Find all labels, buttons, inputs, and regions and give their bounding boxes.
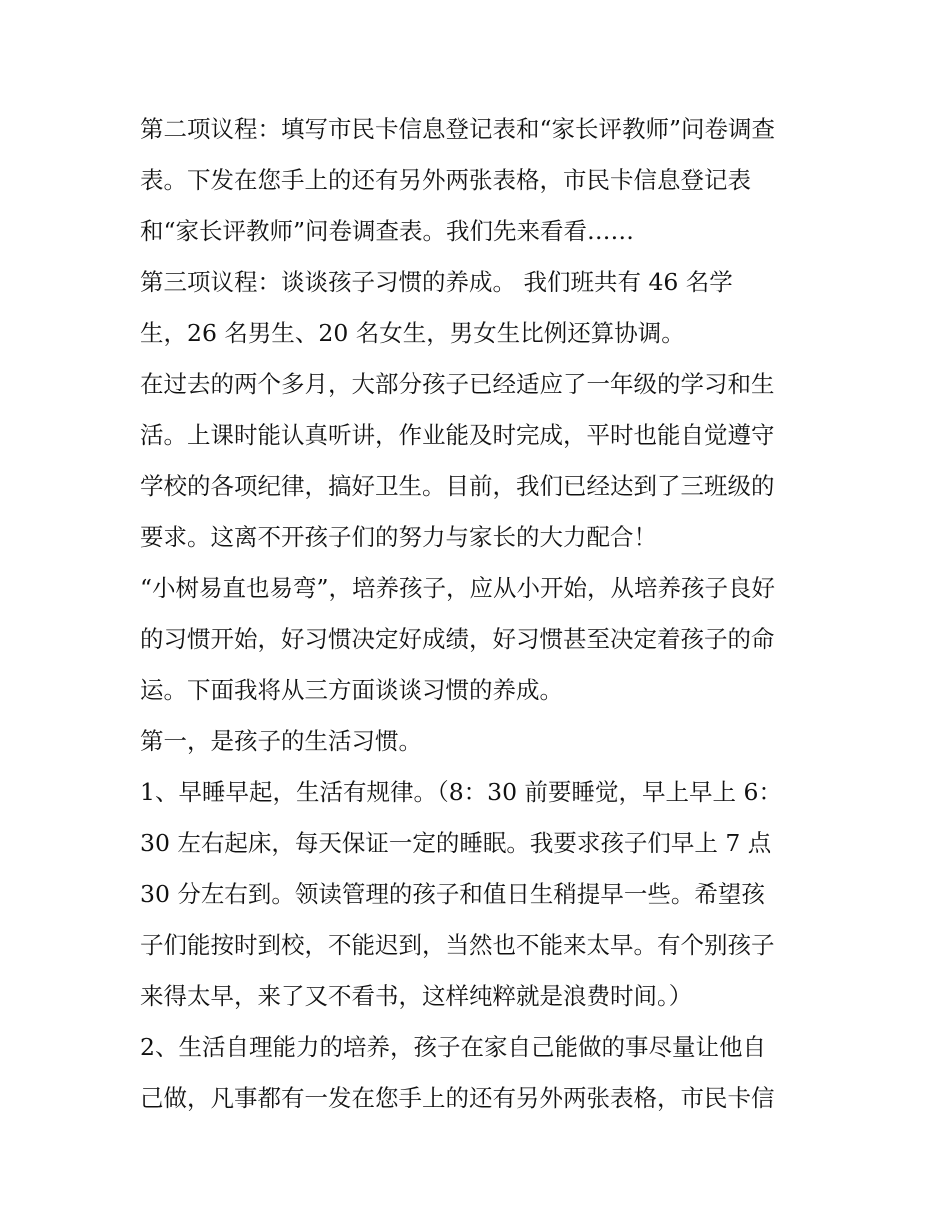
text-line: 来得太早，来了又不看书，这样纯粹就是浪费时间。）: [140, 982, 693, 1010]
text-line: 运。下面我将从三方面谈谈习惯的养成。: [140, 676, 563, 704]
text-line: 和“家长评教师”问卷调查表。我们先来看看……: [140, 217, 635, 245]
text-line: 30 左右起床，每天保证一定的睡眠。我要求孩子们早上 7 点: [140, 829, 772, 857]
text-line: 子们能按时到校，不能迟到，当然也不能来太早。有个别孩子: [140, 931, 775, 959]
text-line: 要求。这离不开孩子们的努力与家长的大力配合！: [140, 523, 657, 551]
text-line: 2、生活自理能力的培养，孩子在家自己能做的事尽量让他自: [140, 1033, 766, 1061]
text-line: 30 分左右到。领读管理的孩子和值日生稍提早一些。希望孩: [140, 880, 765, 908]
text-line: 活。上课时能认真听讲，作业能及时完成，平时也能自觉遵守: [140, 421, 775, 449]
text-line: 在过去的两个多月，大部分孩子已经适应了一年级的学习和生: [140, 370, 775, 398]
text-line: 己做，凡事都有一发在您手上的还有另外两张表格，市民卡信: [140, 1084, 775, 1112]
text-line: “小树易直也易弯”，培养孩子，应从小开始，从培养孩子良好: [140, 574, 776, 602]
text-line: 第一，是孩子的生活习惯。: [140, 727, 422, 755]
document-body: [140, 104, 820, 1124]
text-line: 的习惯开始，好习惯决定好成绩，好习惯甚至决定着孩子的命: [140, 625, 775, 653]
text-line: 第二项议程：填写市民卡信息登记表和“家长评教师”问卷调查: [140, 115, 776, 143]
text-line: 第三项议程：谈谈孩子习惯的养成。 我们班共有 46 名学: [140, 268, 733, 296]
text-line: 表。下发在您手上的还有另外两张表格，市民卡信息登记表: [140, 166, 751, 194]
text-line: 学校的各项纪律，搞好卫生。目前，我们已经达到了三班级的: [140, 472, 775, 500]
text-line: 1、早睡早起，生活有规律。（8：30 前要睡觉，早上早上 6：: [140, 778, 782, 806]
text-line: 生，26 名男生、20 名女生，男女生比例还算协调。: [140, 319, 685, 347]
